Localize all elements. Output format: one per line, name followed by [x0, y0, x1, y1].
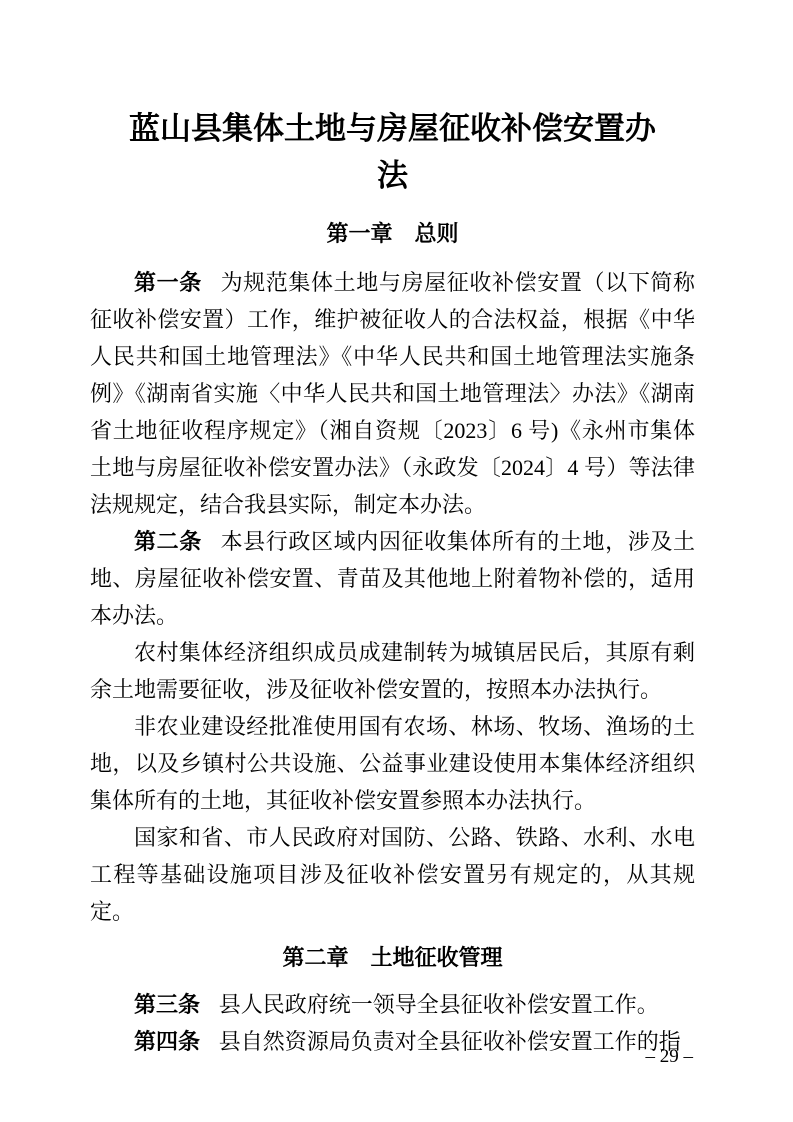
- document-title: 蓝山县集体土地与房屋征收补偿安置办法: [129, 111, 656, 194]
- article-3-label: 第三条: [134, 992, 201, 1017]
- article-4-label: 第四条: [134, 1029, 201, 1054]
- paragraph-rural-collective-members: [90, 634, 695, 708]
- article-2-label: 第二条: [134, 529, 202, 554]
- paragraph-rural-collective-members-text: 农村集体经济组织成员成建制转为城镇居民后，其原有剩余土地需要征收，涉及征收补偿安置的，按照本办法执行。: [90, 640, 695, 702]
- article-1-paragraph: [90, 264, 695, 523]
- article-2-paragraph: [90, 523, 695, 634]
- paragraph-non-agricultural-construction-text: 非农业建设经批准使用国有农场、林场、牧场、渔场的土地，以及乡镇村公共设施、公益事业建设使用本集体经济组织集体所有的土地，其征收补偿安置参照本办法执行。: [90, 714, 695, 813]
- article-1-label: 第一条: [134, 270, 202, 295]
- article-4-paragraph: [90, 1023, 695, 1060]
- chapter-heading-general: 第一章 总则: [326, 222, 459, 247]
- page-number: – 29 –: [645, 1046, 693, 1067]
- paragraph-state-infrastructure-provisions-text: 国家和省、市人民政府对国防、公路、铁路、水利、水电工程等基础设施项目涉及征收补偿安置另有规定的，从其规定。: [90, 825, 695, 924]
- article-3-paragraph: [90, 986, 695, 1023]
- paragraph-state-infrastructure-provisions: [90, 819, 695, 930]
- article-2-text: 本县行政区域内因征收集体所有的土地，涉及土地、房屋征收补偿安置、青苗及其他地上附着物补偿的，适用本办法。: [90, 529, 695, 628]
- article-1-text: 为规范集体土地与房屋征收补偿安置（以下简称征收补偿安置）工作，维护被征收人的合法权益，根据《中华人民共和国土地管理法》《中华人民共和国土地管理法实施条例》《湖南省实施〈中华人民共和国土地管理法〉办法》《湖南省土地征收程序规定》（湘自资规〔2023〕6 号)《永州市集体土地与房屋征收补偿安置办法》（永政发〔2024〕4 号）等法律法规规定，结合我县实际，制定本办法。: [90, 270, 695, 517]
- chapter-heading-land-expropriation: 第二章 土地征收管理: [282, 946, 503, 971]
- paragraph-non-agricultural-construction: [90, 708, 695, 819]
- article-4-text: 县自然资源局负责对全县征收补偿安置工作的指: [218, 1029, 681, 1054]
- article-3-text: 县人民政府统一领导全县征收补偿安置工作。: [218, 992, 659, 1017]
